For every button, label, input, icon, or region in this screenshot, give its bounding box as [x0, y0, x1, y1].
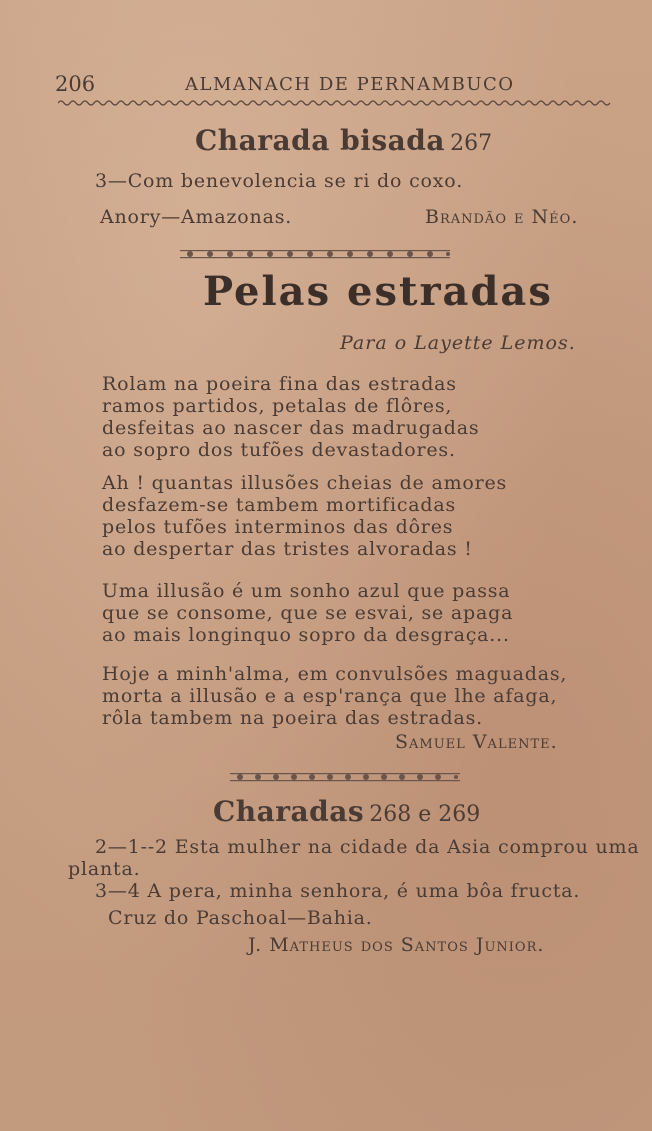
- charada-267-author-left: Anory—Amazonas.: [100, 206, 293, 228]
- poem-dedication: Para o Layette Lemos.: [340, 332, 576, 354]
- charadas-author: J. Matheus dos Santos Junior.: [248, 934, 545, 956]
- poem-author: Samuel Valente.: [395, 731, 558, 753]
- charada-267-author-right: Brandão e Néo.: [425, 206, 579, 228]
- poem-line: Ah ! quantas illusões cheias de amores: [102, 472, 508, 494]
- poem-line: ao sopro dos tufões devastadores.: [102, 439, 456, 461]
- charadas-clue-2: 3—4 A pera, minha senhora, é uma bôa fructa.: [95, 880, 581, 902]
- page-number: 206: [55, 72, 96, 96]
- charada-267-heading: [195, 124, 492, 157]
- charadas-title: Charadas: [213, 795, 365, 828]
- ornament-divider-top: [180, 247, 460, 261]
- poem-line: desfazem-se tambem mortificadas: [102, 494, 457, 516]
- poem-line: morta a illusão e a esp'rança que lhe afaga,: [102, 685, 558, 707]
- charadas-clue-1: 2—1--2 Esta mulher na cidade da Asia comprou uma: [95, 836, 640, 858]
- charada-267-title: Charada bisada: [195, 124, 445, 157]
- charadas-number: 268 e 269: [369, 802, 481, 827]
- poem-line: ramos partidos, petalas de flôres,: [102, 395, 453, 417]
- charada-267-clue: 3—Com benevolencia se ri do coxo.: [95, 170, 464, 192]
- charadas-268-269-heading: [213, 795, 480, 828]
- poem-line: Rolam na poeira fina das estradas: [102, 373, 457, 395]
- running-title: ALMANACH DE PERNAMBUCO: [185, 74, 515, 95]
- poem-line: rôla tambem na poeira das estradas.: [102, 707, 483, 729]
- poem-line: Uma illusão é um sonho azul que passa: [102, 580, 511, 602]
- poem-line: ao mais longinquo sopro da desgraça...: [102, 624, 510, 646]
- poem-line: Hoje a minh'alma, em convulsões maguadas,: [102, 663, 568, 685]
- poem-line: desfeitas ao nascer das madrugadas: [102, 417, 480, 439]
- poem-line: pelos tufões interminos das dôres: [102, 516, 454, 538]
- charadas-place: Cruz do Paschoal—Bahia.: [108, 907, 373, 929]
- header-wavy-rule: [58, 99, 613, 107]
- charada-267-number: 267: [450, 131, 493, 156]
- charadas-clue-1-cont: planta.: [68, 858, 141, 880]
- ornament-divider-bottom: [230, 770, 470, 784]
- poem-title: Pelas estradas: [203, 268, 553, 315]
- poem-line: ao despertar das tristes alvoradas !: [102, 538, 473, 560]
- poem-line: que se consome, que se esvai, se apaga: [102, 602, 514, 624]
